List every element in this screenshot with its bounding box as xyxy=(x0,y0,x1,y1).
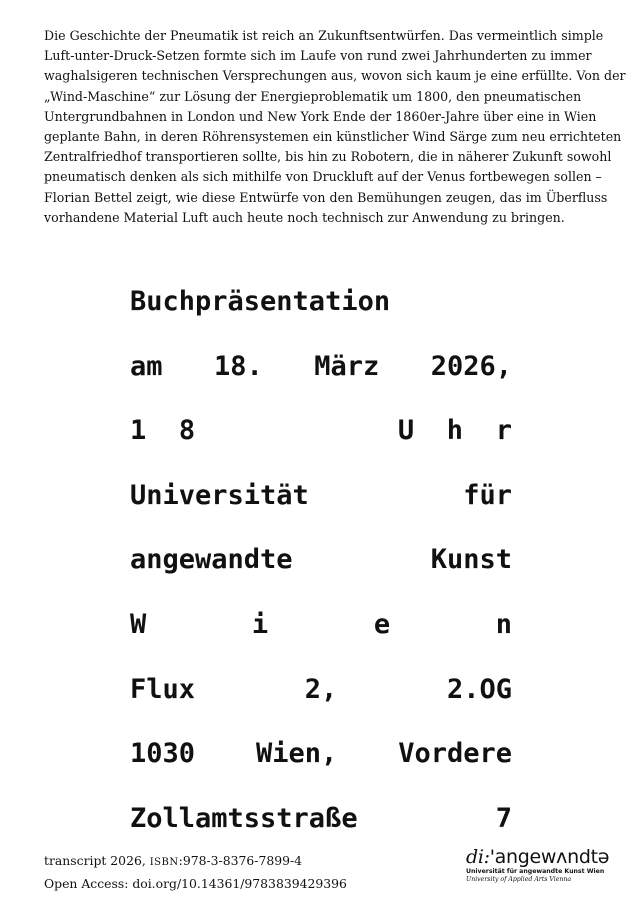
intro-line: Untergrundbahnen in London und New York Ende der 1860er-Jahre über eine in Wien xyxy=(44,108,597,124)
isbn-label: ISBN xyxy=(149,857,179,868)
headline-word: Universität xyxy=(130,479,309,511)
headline-word: Wien, xyxy=(255,738,338,770)
headline-word: 2026, xyxy=(430,350,512,382)
headline-word: 1 xyxy=(130,415,147,447)
intro-line: Die Geschichte der Pneumatik ist reich an Zukunftsentwürfen. Das vermeintlich simple xyxy=(44,28,604,43)
publication-info xyxy=(44,850,347,894)
headline-line xyxy=(130,464,512,529)
isbn-value: :978-3-8376-7899-4 xyxy=(178,853,303,868)
headline-word: Kunst xyxy=(430,544,512,576)
headline-line xyxy=(130,399,512,464)
headline-line xyxy=(130,658,512,723)
headline-word: 18. xyxy=(213,350,263,382)
headline-word: Vordere xyxy=(398,738,512,770)
logo-wordmark xyxy=(466,846,610,868)
intro-line: geplante Bahn, in deren Röhrensystemen ein künstlicher Wind Särge zum neu errichteten xyxy=(44,129,622,145)
headline-line xyxy=(130,335,512,400)
headline-word: Buchpräsentation xyxy=(130,286,391,317)
university-logo xyxy=(466,846,610,884)
headline-word: 2, xyxy=(304,673,338,705)
headline-word: Zollamtsstraße xyxy=(130,802,358,834)
intro-line: Florian Bettel zeigt, wie diese Entwürfe von den Bemühungen zeugen, das im Überfluss xyxy=(44,189,608,205)
headline-word: März xyxy=(314,350,380,382)
logo-subtitle: Universität für angewandte Kunst Wien xyxy=(466,868,605,875)
headline-word: r xyxy=(495,415,512,447)
intro-line: Luft-unter-Druck-Setzen formte sich im Laufe von rund zwei Jahrhunderten zu immer xyxy=(44,48,592,64)
publisher-year: transcript 2026, xyxy=(44,853,146,868)
intro-line: waghalsigeren technischen Versprechungen aus, wovon sich kaum je eine erfüllte. Von der xyxy=(44,68,626,84)
headline-word: W xyxy=(130,608,147,640)
logo-wordmark-rest: 'angewʌndtə xyxy=(489,846,610,868)
intro-line: „Wind-Maschine“ zur Lösung der Energieproblematik um 1800, den pneumatischen xyxy=(44,88,582,104)
intro-paragraph xyxy=(44,26,626,228)
intro-line: Zentralfriedhof transportieren sollte, bis hin zu Robotern, die in näherer Zukunft sowohl xyxy=(44,149,612,165)
headline-word: i xyxy=(251,608,269,640)
logo-subtitle-en: University of Applied Arts Vienna xyxy=(466,876,572,883)
headline-word: e xyxy=(373,608,391,640)
headline-word: 7 xyxy=(495,802,512,834)
event-headline xyxy=(130,270,512,851)
logo-wordmark-prefix: di: xyxy=(466,846,490,868)
publisher-line xyxy=(44,850,347,873)
headline-word: am xyxy=(130,350,163,382)
headline-word: 2.OG xyxy=(446,673,512,705)
headline-line xyxy=(130,528,512,593)
headline-line xyxy=(130,593,512,658)
headline-word: U xyxy=(397,415,415,447)
headline-word: 1030 xyxy=(130,738,196,770)
headline-word: n xyxy=(495,608,512,640)
headline-word: h xyxy=(446,415,464,447)
headline-line xyxy=(130,722,512,787)
headline-word: für xyxy=(463,479,512,511)
open-access-line: Open Access: doi.org/10.14361/9783839429396 xyxy=(44,876,347,891)
intro-line: pneumatisch denken als sich mithilfe von Druckluft auf der Venus fortbewegen sollen – xyxy=(44,169,602,185)
headline-word: angewandte xyxy=(130,544,293,576)
headline-line xyxy=(130,270,512,335)
headline-word: 8 xyxy=(178,415,196,447)
intro-line: vorhandene Material Luft auch heute noch technisch zur Anwendung zu bringen. xyxy=(44,209,565,225)
headline-line xyxy=(130,787,512,852)
headline-word: Flux xyxy=(130,673,196,705)
